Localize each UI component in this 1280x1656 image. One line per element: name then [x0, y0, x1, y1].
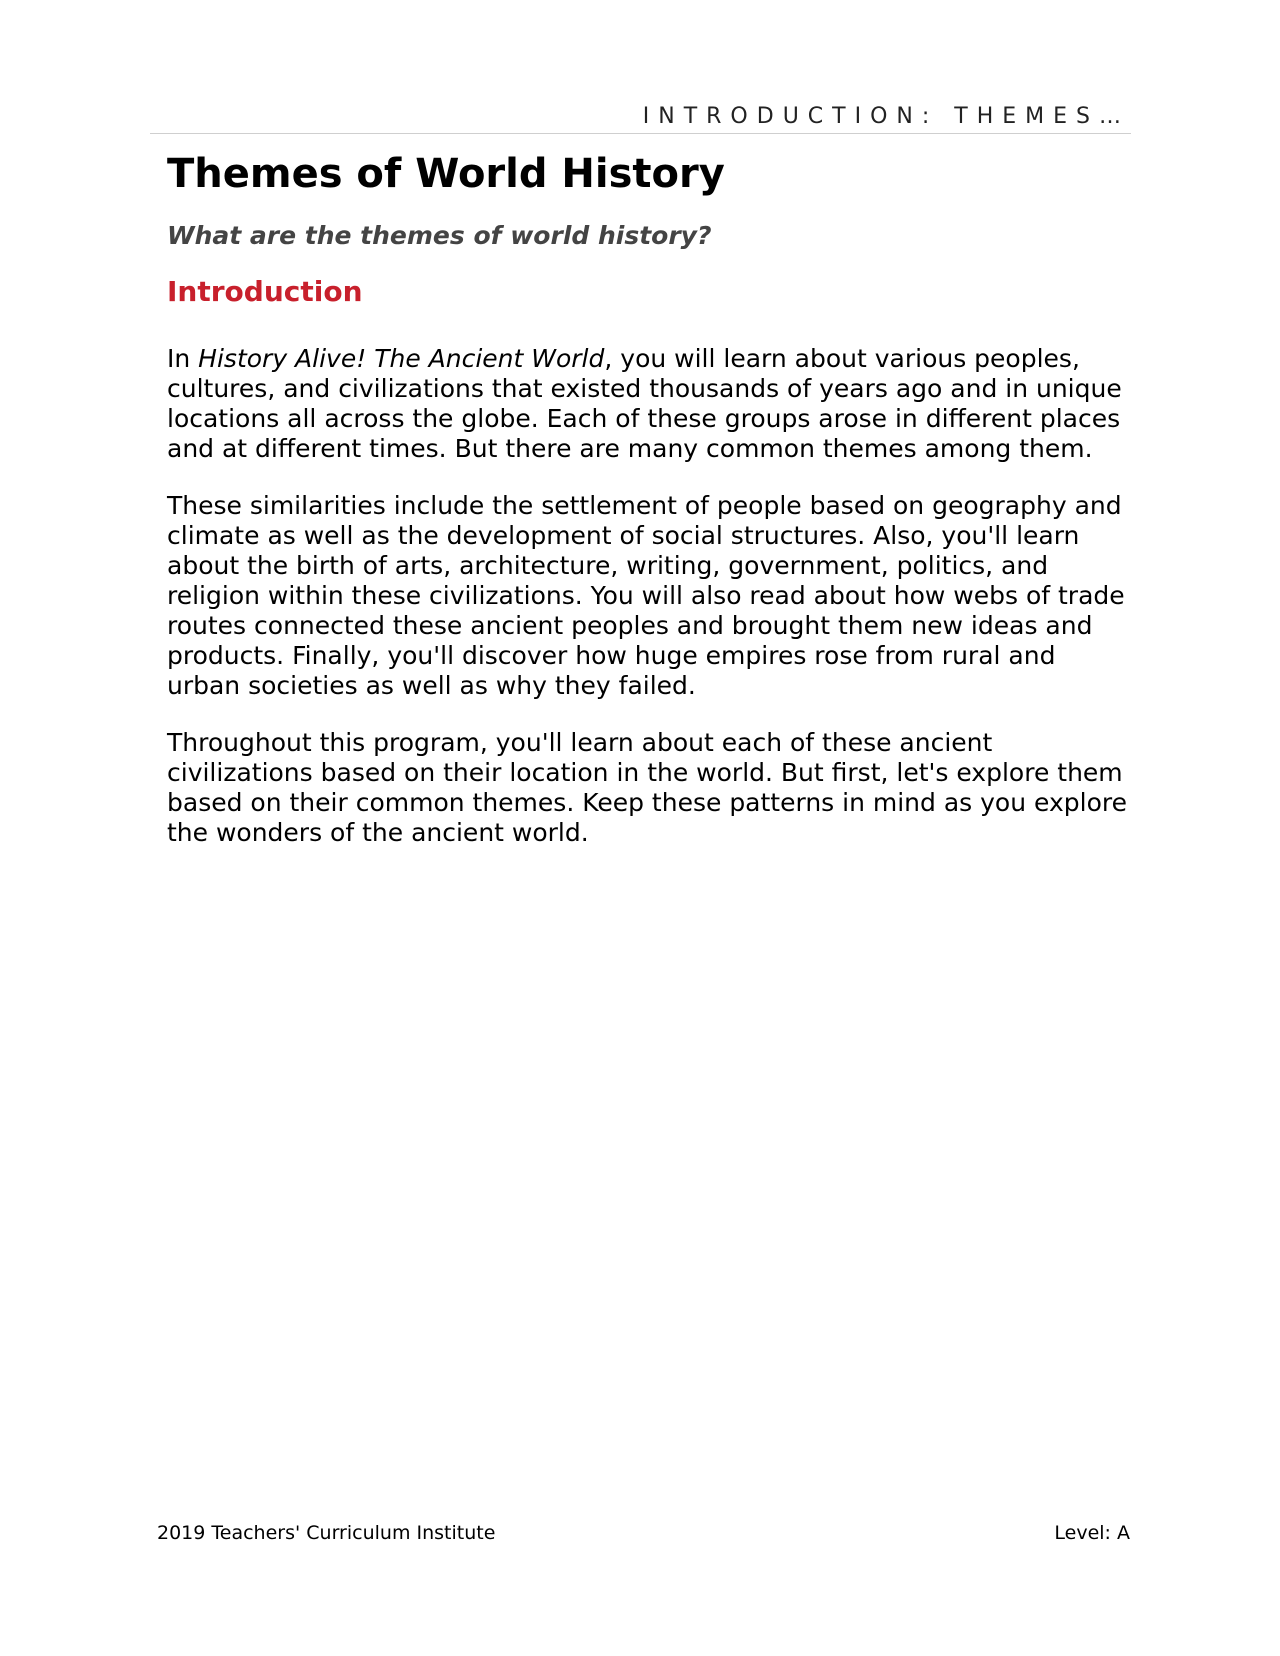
essential-question: What are the themes of world history? [167, 221, 712, 250]
paragraph-2: These similarities include the settlement of people based on geography and climate as well as the development of social structures. Also, you'll learn about the birth of arts, architecture, writing, government, politics, and religion within these civilizations. You will also read about how webs of trade routes connected these ancient peoples and brought them new ideas and products. Finally, you'll discover how huge empires rose from rural and urban societies as well as why they failed. [167, 491, 1125, 700]
page-title: Themes of World History [167, 151, 725, 197]
book-title-italic: History Alive! The Ancient World [198, 344, 605, 373]
footer-copyright: 2019 Teachers' Curriculum Institute [157, 1522, 496, 1544]
footer-level: Level: A [1054, 1522, 1130, 1544]
paragraph-3: Throughout this program, you'll learn about each of these ancient civilizations based on their location in the world. But first, let's explore them based on their common themes. Keep these patterns in mind as you explore the wonders of the ancient world. [167, 728, 1127, 847]
document-body [167, 150, 1127, 848]
paragraph-1 [167, 344, 1127, 464]
running-header: INTRODUCTION: THEMES… [642, 104, 1130, 129]
paragraph-1-lead: In [167, 344, 199, 373]
header-divider [150, 133, 1131, 134]
section-heading-introduction: Introduction [167, 275, 363, 308]
paragraph-1-body: , you will learn about various peoples, cultures, and civilizations that existed thousands of years ago and in unique locations all across the globe. Each of these groups arose in different places and at different times. But there are many common themes among them. [167, 344, 1122, 463]
